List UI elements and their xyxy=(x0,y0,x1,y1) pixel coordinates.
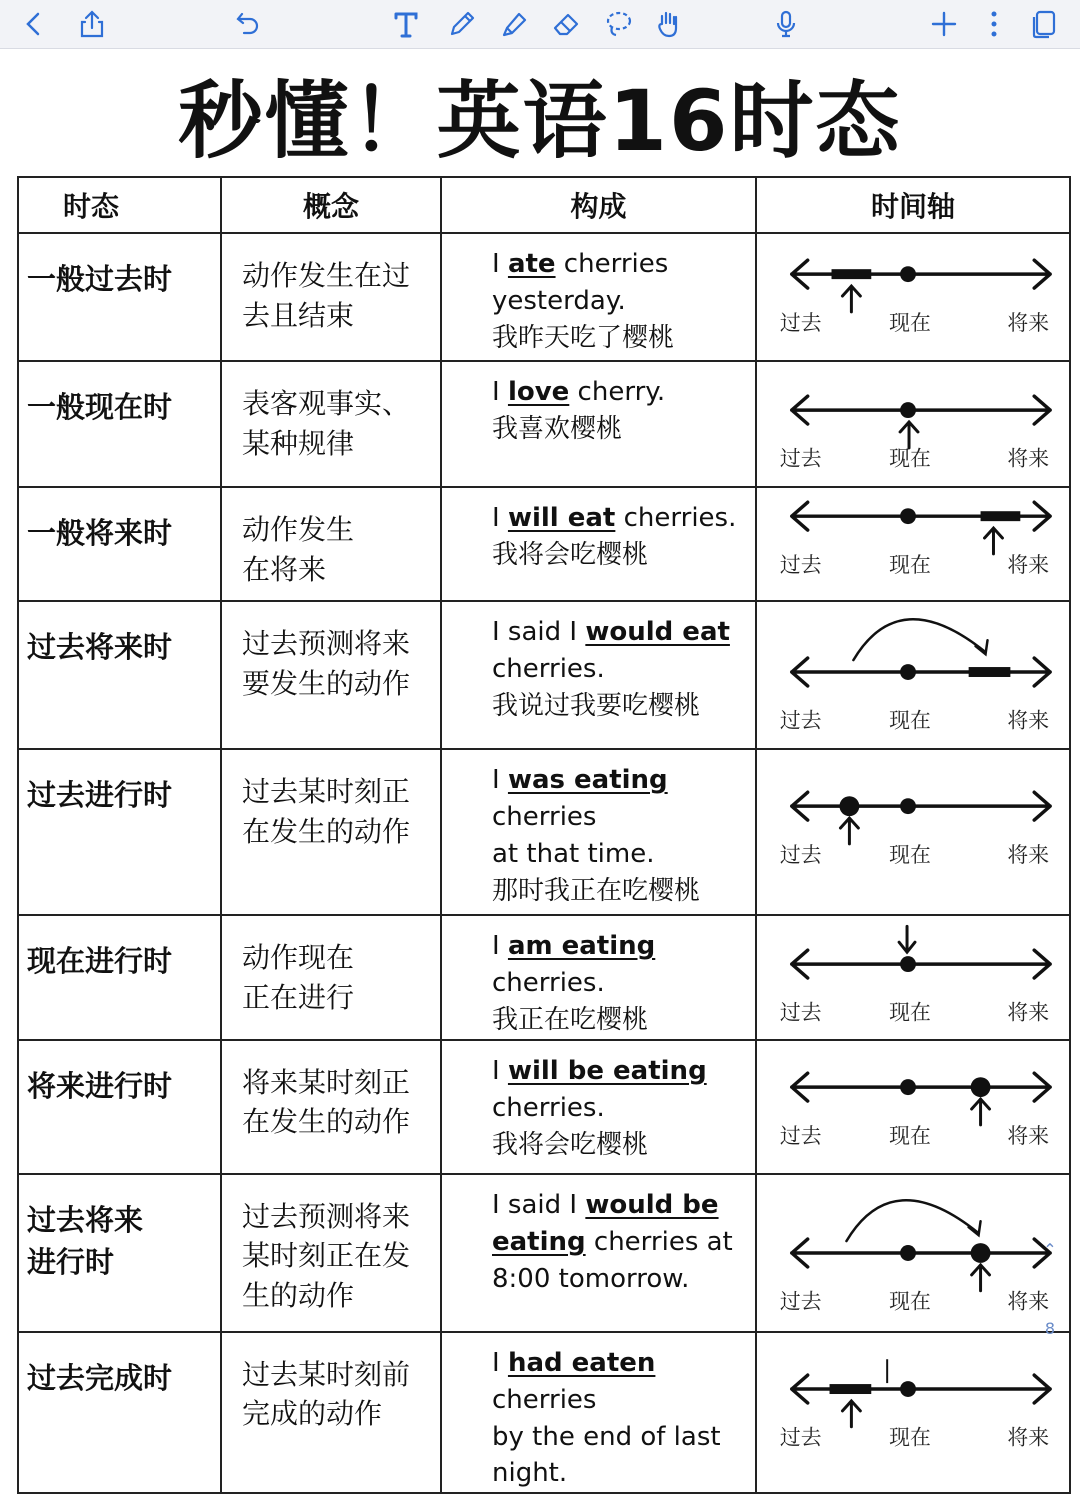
tense-name-text: 一般过去时 xyxy=(27,262,173,296)
example-line: 我将会吃樱桃 xyxy=(492,1129,649,1160)
example-cell xyxy=(441,749,756,915)
table-row xyxy=(18,915,1070,1040)
tense-name-text: 将来进行时 xyxy=(27,1068,173,1103)
timeline-label-past: 过去 xyxy=(779,1123,822,1148)
example-text: cherries xyxy=(492,1384,597,1415)
timeline-pointer-arrow xyxy=(972,1265,990,1291)
example-cell xyxy=(441,487,756,601)
concept-line: 表客观事实、 xyxy=(242,387,411,420)
example-line: by the end of last night. xyxy=(492,1421,721,1489)
timeline-axis xyxy=(792,658,1050,686)
concept-line: 过去某时刻前 xyxy=(242,1357,411,1391)
tense-name-text: 过去将来时 xyxy=(27,630,173,664)
table-row xyxy=(18,487,1070,601)
timeline-label-past: 过去 xyxy=(779,708,822,733)
concept-cell xyxy=(221,487,441,601)
table-row xyxy=(18,749,1070,915)
highlighter-icon[interactable] xyxy=(494,4,534,44)
example-line: 我昨天吃了樱桃 xyxy=(492,322,675,353)
table-row xyxy=(18,1332,1070,1494)
example-line xyxy=(492,246,751,283)
example-line xyxy=(492,928,751,1002)
timeline-pointer-arrow xyxy=(985,528,1003,554)
timeline-pointer-arrow xyxy=(899,926,915,952)
concept-line: 过去预测将来 xyxy=(242,1199,411,1233)
concept-line: 正在进行 xyxy=(242,980,355,1014)
timeline-label-past: 过去 xyxy=(779,446,822,471)
concept-line: 某种规律 xyxy=(242,426,355,460)
timeline-diagram xyxy=(757,1175,1069,1331)
tense-name xyxy=(18,1040,221,1174)
example-line xyxy=(492,762,751,836)
header-concept: 概念 xyxy=(221,177,441,233)
concept-line: 要发生的动作 xyxy=(242,666,411,700)
table-row xyxy=(18,601,1070,749)
concept-line: 生的动作 xyxy=(242,1279,355,1313)
concept-line: 去且结束 xyxy=(242,298,355,332)
verb-phrase: would eat xyxy=(585,617,730,647)
timeline-duration-bar xyxy=(969,667,1011,677)
timeline-label-future: 将来 xyxy=(1007,708,1050,733)
tense-name xyxy=(18,749,221,915)
timeline-label-past: 过去 xyxy=(779,1289,822,1314)
timeline-diagram xyxy=(757,234,1069,360)
timeline-label-now: 现在 xyxy=(889,1123,931,1148)
concept-cell xyxy=(221,361,441,487)
timeline-cell xyxy=(756,487,1070,601)
timeline-now-dot xyxy=(900,266,916,282)
timeline-label-now: 现在 xyxy=(889,1289,931,1314)
example-line: yesterday. xyxy=(492,285,626,316)
header-timeline: 时间轴 xyxy=(756,177,1070,233)
table-row xyxy=(18,361,1070,487)
timeline-cell xyxy=(756,915,1070,1040)
timeline-event-dot xyxy=(971,1077,991,1097)
example-cell xyxy=(441,361,756,487)
header-row xyxy=(18,177,1070,233)
toolbar xyxy=(0,0,1080,49)
timeline-label-past: 过去 xyxy=(779,1425,822,1450)
timeline-now-dot xyxy=(900,402,916,418)
concept-cell xyxy=(221,601,441,749)
table-row xyxy=(18,233,1070,361)
timeline-event-dot xyxy=(971,1243,991,1263)
example-text: I xyxy=(492,765,508,795)
verb-phrase: eating xyxy=(492,1226,586,1257)
timeline-diagram xyxy=(757,750,1069,914)
timeline-now-dot xyxy=(900,1079,916,1095)
example-line: 8:00 tomorrow. xyxy=(492,1263,690,1294)
timeline-label-past: 过去 xyxy=(779,1000,822,1025)
timeline-axis xyxy=(792,792,1050,820)
page-scroller[interactable] xyxy=(1036,1240,1064,1400)
page-number: 8 xyxy=(1044,1319,1056,1338)
timeline-diagram xyxy=(757,916,1069,1036)
timeline-diagram xyxy=(757,362,1069,486)
timeline-axis xyxy=(792,396,1050,424)
tense-name xyxy=(18,487,221,601)
timeline-axis xyxy=(792,950,1050,978)
header-form: 构成 xyxy=(441,177,756,233)
example-text: I xyxy=(492,1055,508,1086)
timeline-projection-arc xyxy=(846,1200,980,1241)
concept-cell xyxy=(221,233,441,361)
timeline-pointer-arrow xyxy=(900,422,918,448)
timeline-now-dot xyxy=(900,956,916,972)
example-cell xyxy=(441,1040,756,1174)
concept-line: 在将来 xyxy=(242,552,327,586)
concept-line: 将来某时刻正 xyxy=(242,1065,411,1099)
timeline-cell xyxy=(756,1174,1070,1332)
example-cell xyxy=(441,915,756,1040)
eraser-icon[interactable] xyxy=(546,4,586,44)
timeline-label-past: 过去 xyxy=(779,310,822,335)
timeline-cell xyxy=(756,361,1070,487)
example-text: cherries. xyxy=(615,503,737,533)
timeline-axis xyxy=(792,1239,1050,1267)
concept-line: 完成的动作 xyxy=(242,1397,383,1431)
concept-line: 过去预测将来 xyxy=(242,627,411,660)
concept-line: 动作发生在过 xyxy=(242,259,411,292)
timeline-pointer-arrow xyxy=(842,286,860,312)
tense-name xyxy=(18,915,221,1040)
example-text: I xyxy=(492,503,508,533)
timeline-pointer-arrow xyxy=(840,818,858,844)
timeline-pointer-arrow xyxy=(842,1401,860,1427)
concept-cell xyxy=(221,749,441,915)
timeline-label-now: 现在 xyxy=(889,446,931,471)
verb-phrase: will be eating xyxy=(507,1055,707,1086)
timeline-projection-arc xyxy=(853,619,987,660)
example-line xyxy=(492,1345,751,1419)
example-cell xyxy=(441,601,756,749)
example-cell xyxy=(441,1332,756,1494)
microphone-icon[interactable] xyxy=(766,4,806,44)
timeline-label-past: 过去 xyxy=(779,552,822,577)
example-text: cherry. xyxy=(569,377,666,407)
pencil-icon[interactable] xyxy=(442,4,482,44)
verb-phrase: would be xyxy=(585,1189,719,1220)
timeline-label-future: 将来 xyxy=(1007,1425,1050,1450)
example-text: I xyxy=(492,1347,508,1378)
back-icon[interactable] xyxy=(14,4,54,44)
timeline-duration-bar xyxy=(981,511,1021,521)
concept-line: 动作发生 xyxy=(242,513,355,546)
timeline-label-future: 将来 xyxy=(1007,1000,1050,1025)
example-line: cherries. xyxy=(492,1092,605,1123)
tense-table xyxy=(17,176,1071,1494)
tense-name xyxy=(18,601,221,749)
table-row xyxy=(18,1040,1070,1174)
tense-name-line: 过去将来 xyxy=(27,1202,144,1237)
timeline-cell xyxy=(756,1040,1070,1174)
concept-cell xyxy=(221,1174,441,1332)
timeline-cell xyxy=(756,749,1070,915)
example-text: I said I xyxy=(492,617,586,647)
example-line xyxy=(492,1224,751,1261)
example-cell xyxy=(441,1174,756,1332)
tense-name-text: 过去完成时 xyxy=(27,1360,173,1395)
timeline-now-dot xyxy=(900,798,916,814)
example-text: cherries xyxy=(555,249,669,279)
add-icon[interactable] xyxy=(924,4,964,44)
undo-icon[interactable] xyxy=(228,4,268,44)
hand-icon[interactable] xyxy=(648,4,688,44)
example-line xyxy=(492,500,751,537)
example-text: I said I xyxy=(492,1189,586,1220)
lasso-icon[interactable] xyxy=(598,4,638,44)
tense-name xyxy=(18,1174,221,1332)
verb-phrase: was eating xyxy=(507,765,668,795)
tense-name xyxy=(18,361,221,487)
example-line: 我正在吃樱桃 xyxy=(492,1004,649,1035)
example-line: cherries. xyxy=(492,653,605,684)
example-line xyxy=(492,1187,751,1224)
table-row xyxy=(18,1174,1070,1332)
header-tense: 时态 xyxy=(18,177,221,233)
example-line xyxy=(492,614,751,651)
timeline-cell xyxy=(756,233,1070,361)
timeline-label-now: 现在 xyxy=(889,1425,931,1450)
timeline-label-future: 将来 xyxy=(1007,552,1050,577)
example-line: at that time. xyxy=(492,838,655,869)
example-text: cherries at xyxy=(585,1226,733,1257)
example-text: I xyxy=(492,377,508,407)
verb-phrase: will eat xyxy=(507,503,616,533)
timeline-now-dot xyxy=(900,1245,916,1261)
timeline-label-future: 将来 xyxy=(1007,842,1050,867)
timeline-axis xyxy=(792,260,1050,288)
tense-name-line: 进行时 xyxy=(27,1244,115,1279)
timeline-label-now: 现在 xyxy=(889,552,931,577)
chevron-up-icon[interactable]: ⌃ xyxy=(1043,1240,1057,1259)
tense-name-text: 现在进行时 xyxy=(27,944,173,978)
timeline-cell xyxy=(756,601,1070,749)
concept-line: 动作现在 xyxy=(242,941,355,974)
example-line: 那时我正在吃樱桃 xyxy=(492,875,701,906)
timeline-label-future: 将来 xyxy=(1007,310,1050,335)
concept-line: 过去某时刻正 xyxy=(242,775,411,808)
timeline-label-now: 现在 xyxy=(889,310,931,335)
verb-phrase: love xyxy=(507,377,570,407)
concept-line: 在发生的动作 xyxy=(242,814,411,848)
example-text: cherries. xyxy=(492,967,605,998)
more-icon[interactable] xyxy=(974,4,1014,44)
concept-cell xyxy=(221,1332,441,1494)
timeline-diagram xyxy=(757,602,1069,748)
tense-name xyxy=(18,233,221,361)
timeline-label-now: 现在 xyxy=(889,1000,931,1025)
text-tool-icon[interactable] xyxy=(386,4,426,44)
concept-line: 在发生的动作 xyxy=(242,1105,411,1139)
timeline-diagram xyxy=(757,1041,1069,1173)
timeline-pointer-arrow xyxy=(972,1099,990,1125)
timeline-now-dot xyxy=(900,508,916,524)
verb-phrase: ate xyxy=(507,249,556,279)
example-line: 我喜欢樱桃 xyxy=(492,413,623,444)
timeline-diagram xyxy=(757,488,1069,600)
timeline-label-future: 将来 xyxy=(1007,446,1050,471)
timeline-cell xyxy=(756,1332,1070,1494)
timeline-event-dot xyxy=(839,796,859,816)
example-text: I xyxy=(492,249,508,279)
verb-phrase: had eaten xyxy=(507,1347,656,1378)
timeline-label-future: 将来 xyxy=(1007,1289,1050,1314)
timeline-now-dot xyxy=(900,1381,916,1397)
tense-name-text: 一般将来时 xyxy=(27,516,173,550)
timeline-label-now: 现在 xyxy=(889,708,931,733)
timeline-duration-bar xyxy=(832,269,872,279)
example-line xyxy=(492,1053,751,1090)
example-cell xyxy=(441,233,756,361)
verb-phrase: am eating xyxy=(507,931,656,961)
timeline-label-past: 过去 xyxy=(779,842,822,867)
concept-line: 某时刻正在发 xyxy=(242,1239,411,1273)
timeline-now-dot xyxy=(900,664,916,680)
example-text: cherries xyxy=(492,801,597,832)
tense-name-text: 过去进行时 xyxy=(27,778,173,812)
concept-cell xyxy=(221,915,441,1040)
example-line: 我说过我要吃樱桃 xyxy=(492,690,701,721)
pages-icon[interactable] xyxy=(1024,4,1064,44)
tense-name xyxy=(18,1332,221,1494)
timeline-duration-bar xyxy=(830,1384,872,1394)
timeline-label-future: 将来 xyxy=(1007,1123,1050,1148)
timeline-axis xyxy=(792,1073,1050,1101)
share-icon[interactable] xyxy=(72,4,112,44)
example-line xyxy=(492,374,751,411)
example-text: I xyxy=(492,931,508,961)
timeline-label-now: 现在 xyxy=(889,842,931,867)
concept-cell xyxy=(221,1040,441,1174)
example-line: 我将会吃樱桃 xyxy=(492,539,649,570)
page-title: 秒懂！英语16时态 xyxy=(178,72,902,170)
tense-name-text: 一般现在时 xyxy=(27,390,173,424)
